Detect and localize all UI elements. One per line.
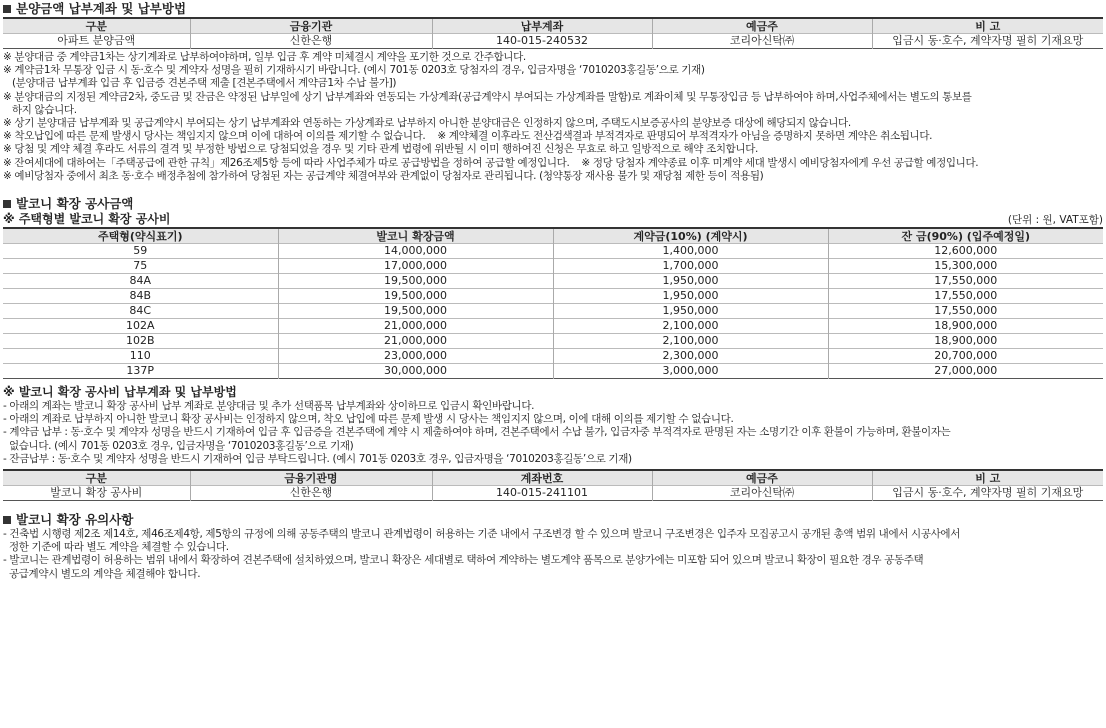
table-row <box>3 486 1103 501</box>
table-row <box>3 349 1103 364</box>
header-cell: 구분 <box>3 470 190 486</box>
table-row <box>3 34 1103 49</box>
table-cell: 102B <box>3 334 278 349</box>
table-cell: 84B <box>3 289 278 304</box>
balcony-payment-title: ※ 발코니 확장 공사비 납부계좌 및 납부방법 <box>3 385 237 400</box>
balcony-account-table <box>3 469 1103 501</box>
note-line: - 건축법 시행령 제2조 제14호, 제46조제4항, 제5항의 규정에 의해 공동주택의 발코니 관계법령이 허용하는 기준 내에서 구조변경 할 수 있으며 발코니 구조변경은 입주자 모집공고시 공개된 총액 범위 내에서 시공사에서 <box>3 528 961 541</box>
table-cell: 코리아신탁㈜ <box>652 34 872 49</box>
note-line: ※ 분양대금의 지정된 계약금2차, 중도금 및 잔금은 약정된 납부일에 상기 납부계좌와 연동되는 가상계좌(공급계약시 부여되는 가상계좌를 말함)로 계좌이체 및 무통장입금 등 납부하여야 하며,사업주체에서는 별도의 통보를 <box>3 90 972 103</box>
table-cell: 발코니 확장 공사비 <box>3 486 190 501</box>
note-line: ※ 잔여세대에 대하여는「주택공급에 관한 규칙」제26조제5항 등에 따라 사업주체가 따로 공급방법을 정하여 공급할 예정입니다. ※ 정당 당첨자 계약종료 이후 미계약 세대 발생시 예비당첨자에게 우선 공급할 예정입니다. <box>3 156 979 169</box>
table-cell: 17,550,000 <box>828 274 1103 289</box>
header-cell: 계좌번호 <box>432 470 652 486</box>
subtitle-row <box>3 212 1103 227</box>
table-cell: 140-015-241101 <box>432 486 652 501</box>
section-title-text: 발코니 확장 유의사항 <box>16 512 134 528</box>
note-line: ※ 예비당첨자 중에서 최초 동·호수 배정추첨에 참가하여 당첨된 자는 공급계약 체결여부와 관계없이 당첨자로 관리됩니다. (청약통장 재사용 불가 및 재당첨 제한 등이 적용됨) <box>3 169 764 182</box>
table-cell: 23,000,000 <box>278 349 553 364</box>
note-line: 정한 기준에 따라 별도 계약을 체결할 수 있습니다. <box>3 541 229 554</box>
square-bullet-icon <box>3 200 11 208</box>
header-cell: 비 고 <box>872 470 1103 486</box>
table-cell: 18,900,000 <box>828 334 1103 349</box>
note-line: 없습니다. (예시 701동 0203호 경우, 입금자명을 ‘7010203홍길동’으로 기재) <box>3 439 354 452</box>
unit-label: (단위 : 원, VAT포함) <box>1007 214 1103 227</box>
note-line: - 아래의 계좌로 납부하지 아니한 발코니 확장 공사비는 인정하지 않으며, 착오 납입에 따른 문제 발생 시 당사는 책임지지 않으며, 이에 대해 이의를 제기할 수 없습니다. <box>3 413 734 426</box>
note-line: ※ 상기 분양대금 납부계좌 및 공급계약시 부여되는 상기 납부계좌와 연동하는 가상계좌로 납부하지 아니한 분양대금은 인정하지 않으며, 주택도시보증공사의 분양보증 대상에 해당되지 않습니다. <box>3 117 851 130</box>
note-line: - 잔금납부 : 동·호수 및 계약자 성명을 반드시 기재하여 입금 부탁드립니다. (예시 701동 0203호 경우, 입금자명을 ‘7010203홍길동’으로 기재) <box>3 452 632 465</box>
table-cell: 14,000,000 <box>278 244 553 259</box>
table-row <box>3 364 1103 379</box>
balcony-cost-subtitle: ※ 주택형별 발코니 확장 공사비 <box>3 212 171 227</box>
table-cell: 140-015-240532 <box>432 34 652 49</box>
header-cell: 금융기관명 <box>190 470 432 486</box>
note-line: - 계약금 납부 : 동·호수 및 계약자 성명을 반드시 기재하여 입금 후 입금증을 견본주택에 계약 시 제출하여야 하며, 견본주택에서 수납 불가, 입금자중 부적격자로 판명된 자는 소명기간 이후 환불이 가능하며, 환불이자는 <box>3 426 951 439</box>
table-cell: 입금시 동·호수, 계약자명 필히 기재요망 <box>872 486 1103 501</box>
note-line: ※ 분양대금 중 계약금1차는 상기계좌로 납부하여야하며, 일부 입금 후 계약 미체결시 계약을 포기한 것으로 간주합니다. <box>3 51 526 63</box>
table-row <box>3 289 1103 304</box>
header-cell: 금융기관 <box>190 18 432 34</box>
header-cell: 예금주 <box>652 470 872 486</box>
table-cell: 21,000,000 <box>278 319 553 334</box>
section-title-payment <box>3 0 1103 17</box>
section-title-text: 발코니 확장 공사금액 <box>16 196 134 212</box>
note-line: - 아래의 계좌는 발코니 확장 공사비 납부 계좌로 분양대금 및 추가 선택품목 납부계좌와 상이하므로 입금시 확인바랍니다. <box>3 400 535 413</box>
table-cell: 102A <box>3 319 278 334</box>
note-line: ※ 착오납입에 따른 문제 발생시 당사는 책임지지 않으며 이에 대하여 이의를 제기할 수 없습니다. ※ 계약체결 이후라도 전산검색결과 부적격자로 판명되어 부적격자가 아님을 증명하지 못하면 계약은 취소됩니다. <box>3 130 933 143</box>
note-line: - 발코니는 관계법령이 허용하는 범위 내에서 확장하여 견본주택에 설치하였으며, 발코니 확장은 세대별로 택하여 계약하는 별도계약 품목으로 분양가에는 미포함 되어 있으며 발코니 확장이 필요한 경우 공동주택 <box>3 554 924 567</box>
table-cell: 18,900,000 <box>828 319 1103 334</box>
table-cell: 17,550,000 <box>828 304 1103 319</box>
table-cell: 2,300,000 <box>553 349 828 364</box>
section-title-balcony-cost <box>3 195 1103 212</box>
table-cell: 27,000,000 <box>828 364 1103 379</box>
table-header-row <box>3 470 1103 486</box>
table-cell: 59 <box>3 244 278 259</box>
payment-account-table <box>3 17 1103 49</box>
note-line: 하지 않습니다. <box>3 103 77 116</box>
table-header-row <box>3 18 1103 34</box>
table-row <box>3 244 1103 259</box>
section-title-balcony-caution <box>3 511 1103 528</box>
table-cell: 19,500,000 <box>278 289 553 304</box>
note-line: (분양대금 납부계좌 입금 후 입금증 견본주택 제출 [견본주택에서 계약금1차 수납 불가]) <box>3 77 397 90</box>
table-cell: 아파트 분양금액 <box>3 34 190 49</box>
table-cell: 1,950,000 <box>553 304 828 319</box>
table-row <box>3 304 1103 319</box>
table-row <box>3 259 1103 274</box>
table-cell: 12,600,000 <box>828 244 1103 259</box>
table-row <box>3 319 1103 334</box>
table-cell: 84A <box>3 274 278 289</box>
table-header-row <box>3 228 1103 244</box>
table-cell: 1,400,000 <box>553 244 828 259</box>
table-cell: 84C <box>3 304 278 319</box>
table-cell: 21,000,000 <box>278 334 553 349</box>
table-cell: 19,500,000 <box>278 274 553 289</box>
table-cell: 1,950,000 <box>553 289 828 304</box>
table-cell: 입금시 동·호수, 계약자명 필히 기재요망 <box>872 34 1103 49</box>
square-bullet-icon <box>3 516 11 524</box>
table-cell: 1,950,000 <box>553 274 828 289</box>
table-cell: 30,000,000 <box>278 364 553 379</box>
header-cell: 주택형(약식표기) <box>3 228 278 244</box>
note-line: 공급계약시 별도의 계약을 체결해야 합니다. <box>3 567 201 580</box>
section-title-text: 분양금액 납부계좌 및 납부방법 <box>16 1 187 16</box>
table-cell: 1,700,000 <box>553 259 828 274</box>
table-cell: 코리아신탁㈜ <box>652 486 872 501</box>
table-cell: 137P <box>3 364 278 379</box>
table-cell: 신한은행 <box>190 34 432 49</box>
balcony-cost-table <box>3 227 1103 379</box>
table-cell: 19,500,000 <box>278 304 553 319</box>
table-cell: 17,550,000 <box>828 289 1103 304</box>
square-bullet-icon <box>3 5 11 13</box>
table-cell: 2,100,000 <box>553 319 828 334</box>
payment-notes <box>3 51 1103 183</box>
header-cell: 발코니 확장금액 <box>278 228 553 244</box>
table-cell: 17,000,000 <box>278 259 553 274</box>
note-line: ※ 당첨 및 계약 체결 후라도 서류의 결격 및 부정한 방법으로 당첨되었을 경우 및 기타 관계 법령에 위반될 시 이미 행하여진 신청은 무효로 하고 일방적으로 해약 조치합니다. <box>3 143 759 156</box>
table-row <box>3 334 1103 349</box>
table-cell: 20,700,000 <box>828 349 1103 364</box>
table-cell: 15,300,000 <box>828 259 1103 274</box>
header-cell: 계약금(10%) (계약시) <box>553 228 828 244</box>
header-cell: 구분 <box>3 18 190 34</box>
table-cell: 신한은행 <box>190 486 432 501</box>
header-cell: 비 고 <box>872 18 1103 34</box>
table-cell: 3,000,000 <box>553 364 828 379</box>
table-cell: 2,100,000 <box>553 334 828 349</box>
balcony-caution-notes <box>3 528 1103 581</box>
header-cell: 예금주 <box>652 18 872 34</box>
balcony-payment-notes <box>3 400 1103 466</box>
table-row <box>3 274 1103 289</box>
table-cell: 110 <box>3 349 278 364</box>
note-line: ※ 계약금1차 무통장 입금 시 동·호수 및 계약자 성명을 필히 기재하시기 바랍니다. (예시 701동 0203호 당첨자의 경우, 입금자명을 ‘7010203홍길동’으로 기재) <box>3 64 705 77</box>
table-cell: 75 <box>3 259 278 274</box>
header-cell: 잔 금(90%) (입주예정일) <box>828 228 1103 244</box>
header-cell: 납부계좌 <box>432 18 652 34</box>
